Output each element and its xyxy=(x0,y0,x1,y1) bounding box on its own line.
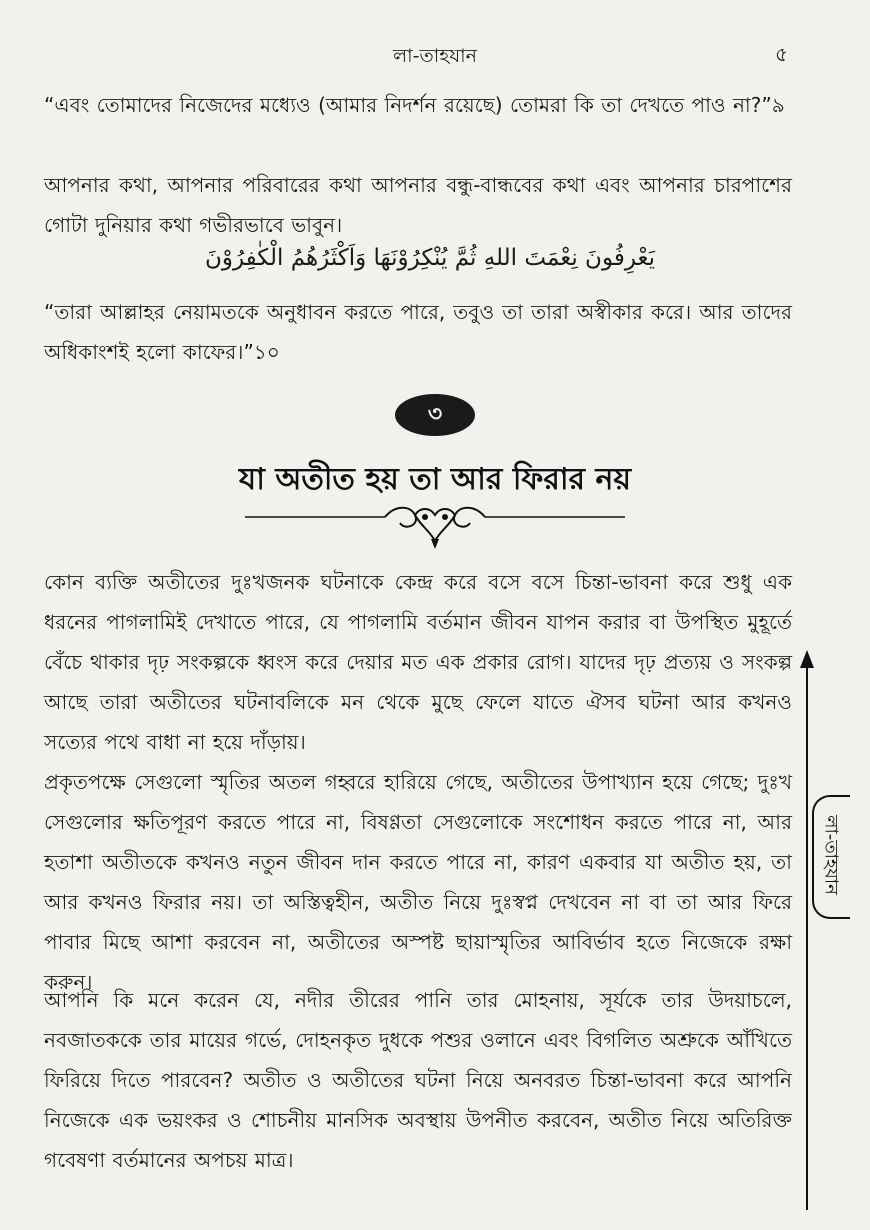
quote-paragraph-2: “তারা আল্লাহর নেয়ামতকে অনুধাবন করতে পারে, তবুও তা তারা অস্বীকার করে। আর তাদের অধিকাংশই হলো কাফের।”১০ xyxy=(44,300,792,364)
body-paragraph-4: আপনি কি মনে করেন যে, নদীর তীরের পানি তার মোহনায়, সূর্যকে তার উদয়াচলে, নবজাতককে তার মায়ের গর্ভে, দোহনকৃত দুধকে পশুর ওলানে এবং বিগলিত অশ্রুকে আঁখিতে ফিরিয়ে দিতে পারবেন? অতীত ও অতীতের ঘটনা নিয়ে অনবরত চিন্তা-ভাবনা করে আপনি নিজেকে এক ভয়ংকর ও শোচনীয় মানসিক অবস্থায় উপনীত করবেন, অতীত নিয়ে অতিরিক্ত গবেষণা বর্তমানের অপচয় মাত্র। xyxy=(44,988,792,1172)
quote-paragraph-1: “এবং তোমাদের নিজেদের মধ্যেও (আমার নিদর্শন রয়েছে) তোমরা কি তা দেখতে পাও না?”৯ xyxy=(44,93,785,117)
side-rule xyxy=(806,665,808,1210)
page-number: ৫ xyxy=(775,42,788,66)
chapter-number-badge: ৩ xyxy=(395,394,475,436)
running-title: লা-তাহযান xyxy=(392,45,478,67)
chapter-title: যা অতীত হয় তা আর ফিরার নয় xyxy=(238,462,632,497)
body-paragraph-2: কোন ব্যক্তি অতীতের দুঃখজনক ঘটনাকে কেন্দ্র করে বসে বসে চিন্তা-ভাবনা করে শুধু এক ধরনের পাগলামিই দেখাতে পারে, যে পাগলামি বর্তমান জীবন যাপন করার বা উপস্থিত মুহূর্তে বেঁচে থাকার দৃঢ় সংকল্পকে ধ্বংস করে দেয়ার মত এক প্রকার রোগ। যাদের দৃঢ় প্রত্যয় ও সংকল্প আছে তারা অতীতের ঘটনাবলিকে মন থেকে মুছে ফেলে যাতে ঐসব ঘটনা আর কখনও সত্যের পথে বাধা না হয়ে দাঁড়ায়। xyxy=(44,570,792,754)
body-paragraph-3: প্রকৃতপক্ষে সেগুলো স্মৃতির অতল গহ্বরে হারিয়ে গেছে, অতীতের উপাখ্যান হয়ে গেছে; দুঃখ সেগুলোর ক্ষতিপূরণ করতে পারে না, বিষণ্ণতা সেগুলোকে সংশোধন করতে পারে না, আর হতাশা অতীতকে কখনও নতুন জীবন দান করতে পারে না, কারণ একবার যা অতীত হয়, তা আর কখনও ফিরার নয়। তা অস্তিত্বহীন, অতীত নিয়ে দুঃস্বপ্ন দেখবেন না বা তা আর ফিরে পাবার মিছে আশা করবেন না, অতীতের অস্পষ্ট ছায়াস্মৃতির আবির্ভাব হতে নিজেকে রক্ষা করুন। xyxy=(44,770,792,994)
ornament-divider-icon xyxy=(245,503,625,553)
arabic-verse: يَعْرِفُونَ نِعْمَتَ اللهِ ثُمَّ يُنْكِرُوْنَهَا وَاَكْثَرُهُمُ الْكٰفِرُوْنَ xyxy=(204,245,656,271)
side-tab-label: লা-তাহযান xyxy=(820,815,842,895)
body-paragraph-1: আপনার কথা, আপনার পরিবারের কথা আপনার বন্ধু-বান্ধবের কথা এবং আপনার চারপাশের গোটা দুনিয়ার কথা গভীরভাবে ভাবুন। xyxy=(44,173,792,237)
